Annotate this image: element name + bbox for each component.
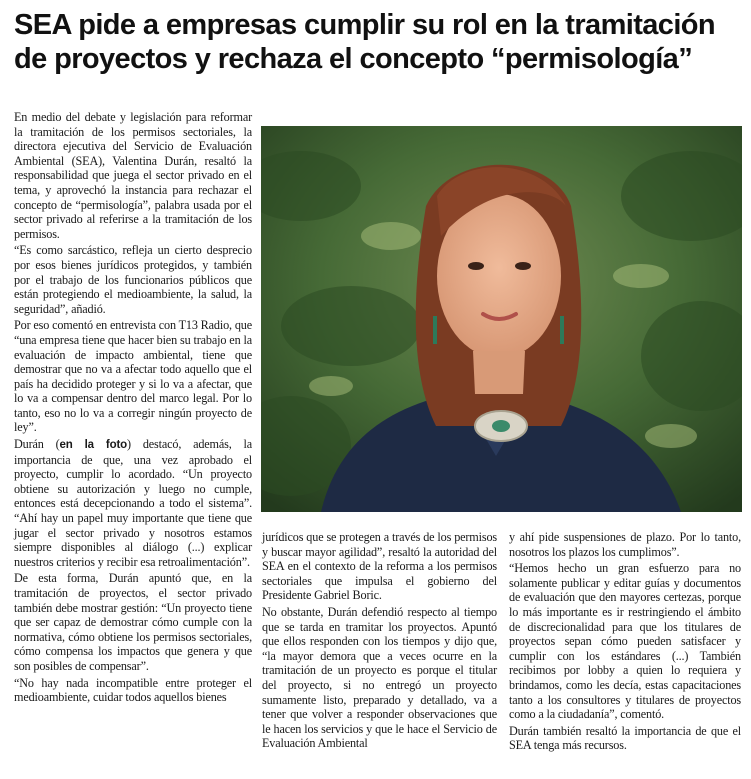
paragraph: y ahí pide suspensiones de plazo. Por lo tanto, nosotros los plazos los cumplimos”. (509, 530, 741, 559)
article-column-2 (262, 530, 497, 753)
paragraph: No obstante, Durán defendió respecto al tiempo que se tarda en tramitar los proyectos. Apuntó que ellos responden con los tiempos y dijo que, “la mayor demora que a veces ocurre en la tramitación de un proyecto es porque el titular del proyecto, si no entregó un proyecto sumamente listo, preparado y detallado, va a tener que volver a responder observaciones que le hacen los servicios y que le hace el Servicio de Evaluación Ambiental (262, 604, 497, 751)
paragraph: “Hemos hecho un gran esfuerzo para no solamente publicar y editar guías y documentos de evaluación que den mayores certezas, porque lo más importante es ir restringiendo el ámbito de discrecionalidad para que los titulares de proyectos sepan cómo pueden satisfacer y cumplir con los estándares (...) También recibimos por lobby a quien lo requiera y brindamos, como les decía, estas capacitaciones tanto a los consultores y titulares de proyectos como a la ciudadanía”, comentó. (509, 561, 741, 722)
portrait-illustration (261, 126, 742, 512)
paragraph (14, 437, 252, 569)
paragraph: jurídicos que se protegen a través de los permisos y buscar mayor agilidad”, resaltó la autoridad del SEA en el contexto de la reforma a los permisos sectoriales que impulsa el gobierno del Presidente Gabriel Boric. (262, 530, 497, 603)
article-column-3 (509, 530, 741, 755)
paragraph: “No hay nada incompatible entre proteger el medioambiente, cuidar todos aquellos bienes (14, 675, 252, 705)
paragraph: Por eso comentó en entrevista con T13 Radio, que “una empresa tiene que hacer bien su trabajo en la evaluación de impacto ambiental, tiene que demostrar que no va a afectar todo aquello que el país ha decidido proteger y si lo va a afectar, que lo va a compensar dentro del marco legal. Por lo tanto, eso no lo va a corregir ningún proyecto de ley”. (14, 318, 252, 435)
paragraph: De esta forma, Durán apuntó que, en la tramitación de proyectos, el sector privado también debe mostrar gestión: “Un proyecto tiene que ser capaz de demostrar cómo cumple con la normativa, cómo obtiene los permisos sectoriales, cómo compensa los impactos que genera y que son posibles de compensar”. (14, 571, 252, 673)
paragraph-text: Durán ( (14, 437, 60, 452)
paragraph: En medio del debate y legislación para reformar la tramitación de los permisos sectoriales, la directora ejecutiva del Servicio de Evaluación Ambiental (SEA), Valentina Durán, resaltó la responsabilidad que juega el sector privado en el tema, y aprovechó la instancia para rechazar el concepto de “permisología”, palabra usada por el sector privado al referirse a la tramitación de los permisos. (14, 110, 252, 241)
paragraph-text: ) destacó, además, la importancia de que, una vez aprobado el proyecto, cumplir lo acordado. “Un proyecto obtiene su autorización y luego no cumple, entonces está decepcionando a todo el sistema”. “Ahí hay un papel muy importante que tiene que jugar el sector privado y nosotros estamos siempre disponibles al diálogo (...) explicar nuestros criterios y recibir esa retroalimentación”. (14, 437, 252, 569)
headline: SEA pide a empresas cumplir su rol en la tramitación de proyectos y rechaza el concepto “permisología” (14, 9, 716, 75)
photo-reference: en la foto (59, 439, 128, 452)
portrait-photo (261, 126, 742, 512)
paragraph: Durán también resaltó la importancia de que el SEA tenga más recursos. (509, 723, 741, 753)
article-column-1 (14, 110, 252, 707)
paragraph: “Es como sarcástico, refleja un cierto desprecio por esos bienes jurídicos protegidos, y también por el trabajo de los funcionarios públicos que están protegiendo el medioambiente, la salud, la seguridad”, añadió. (14, 243, 252, 316)
